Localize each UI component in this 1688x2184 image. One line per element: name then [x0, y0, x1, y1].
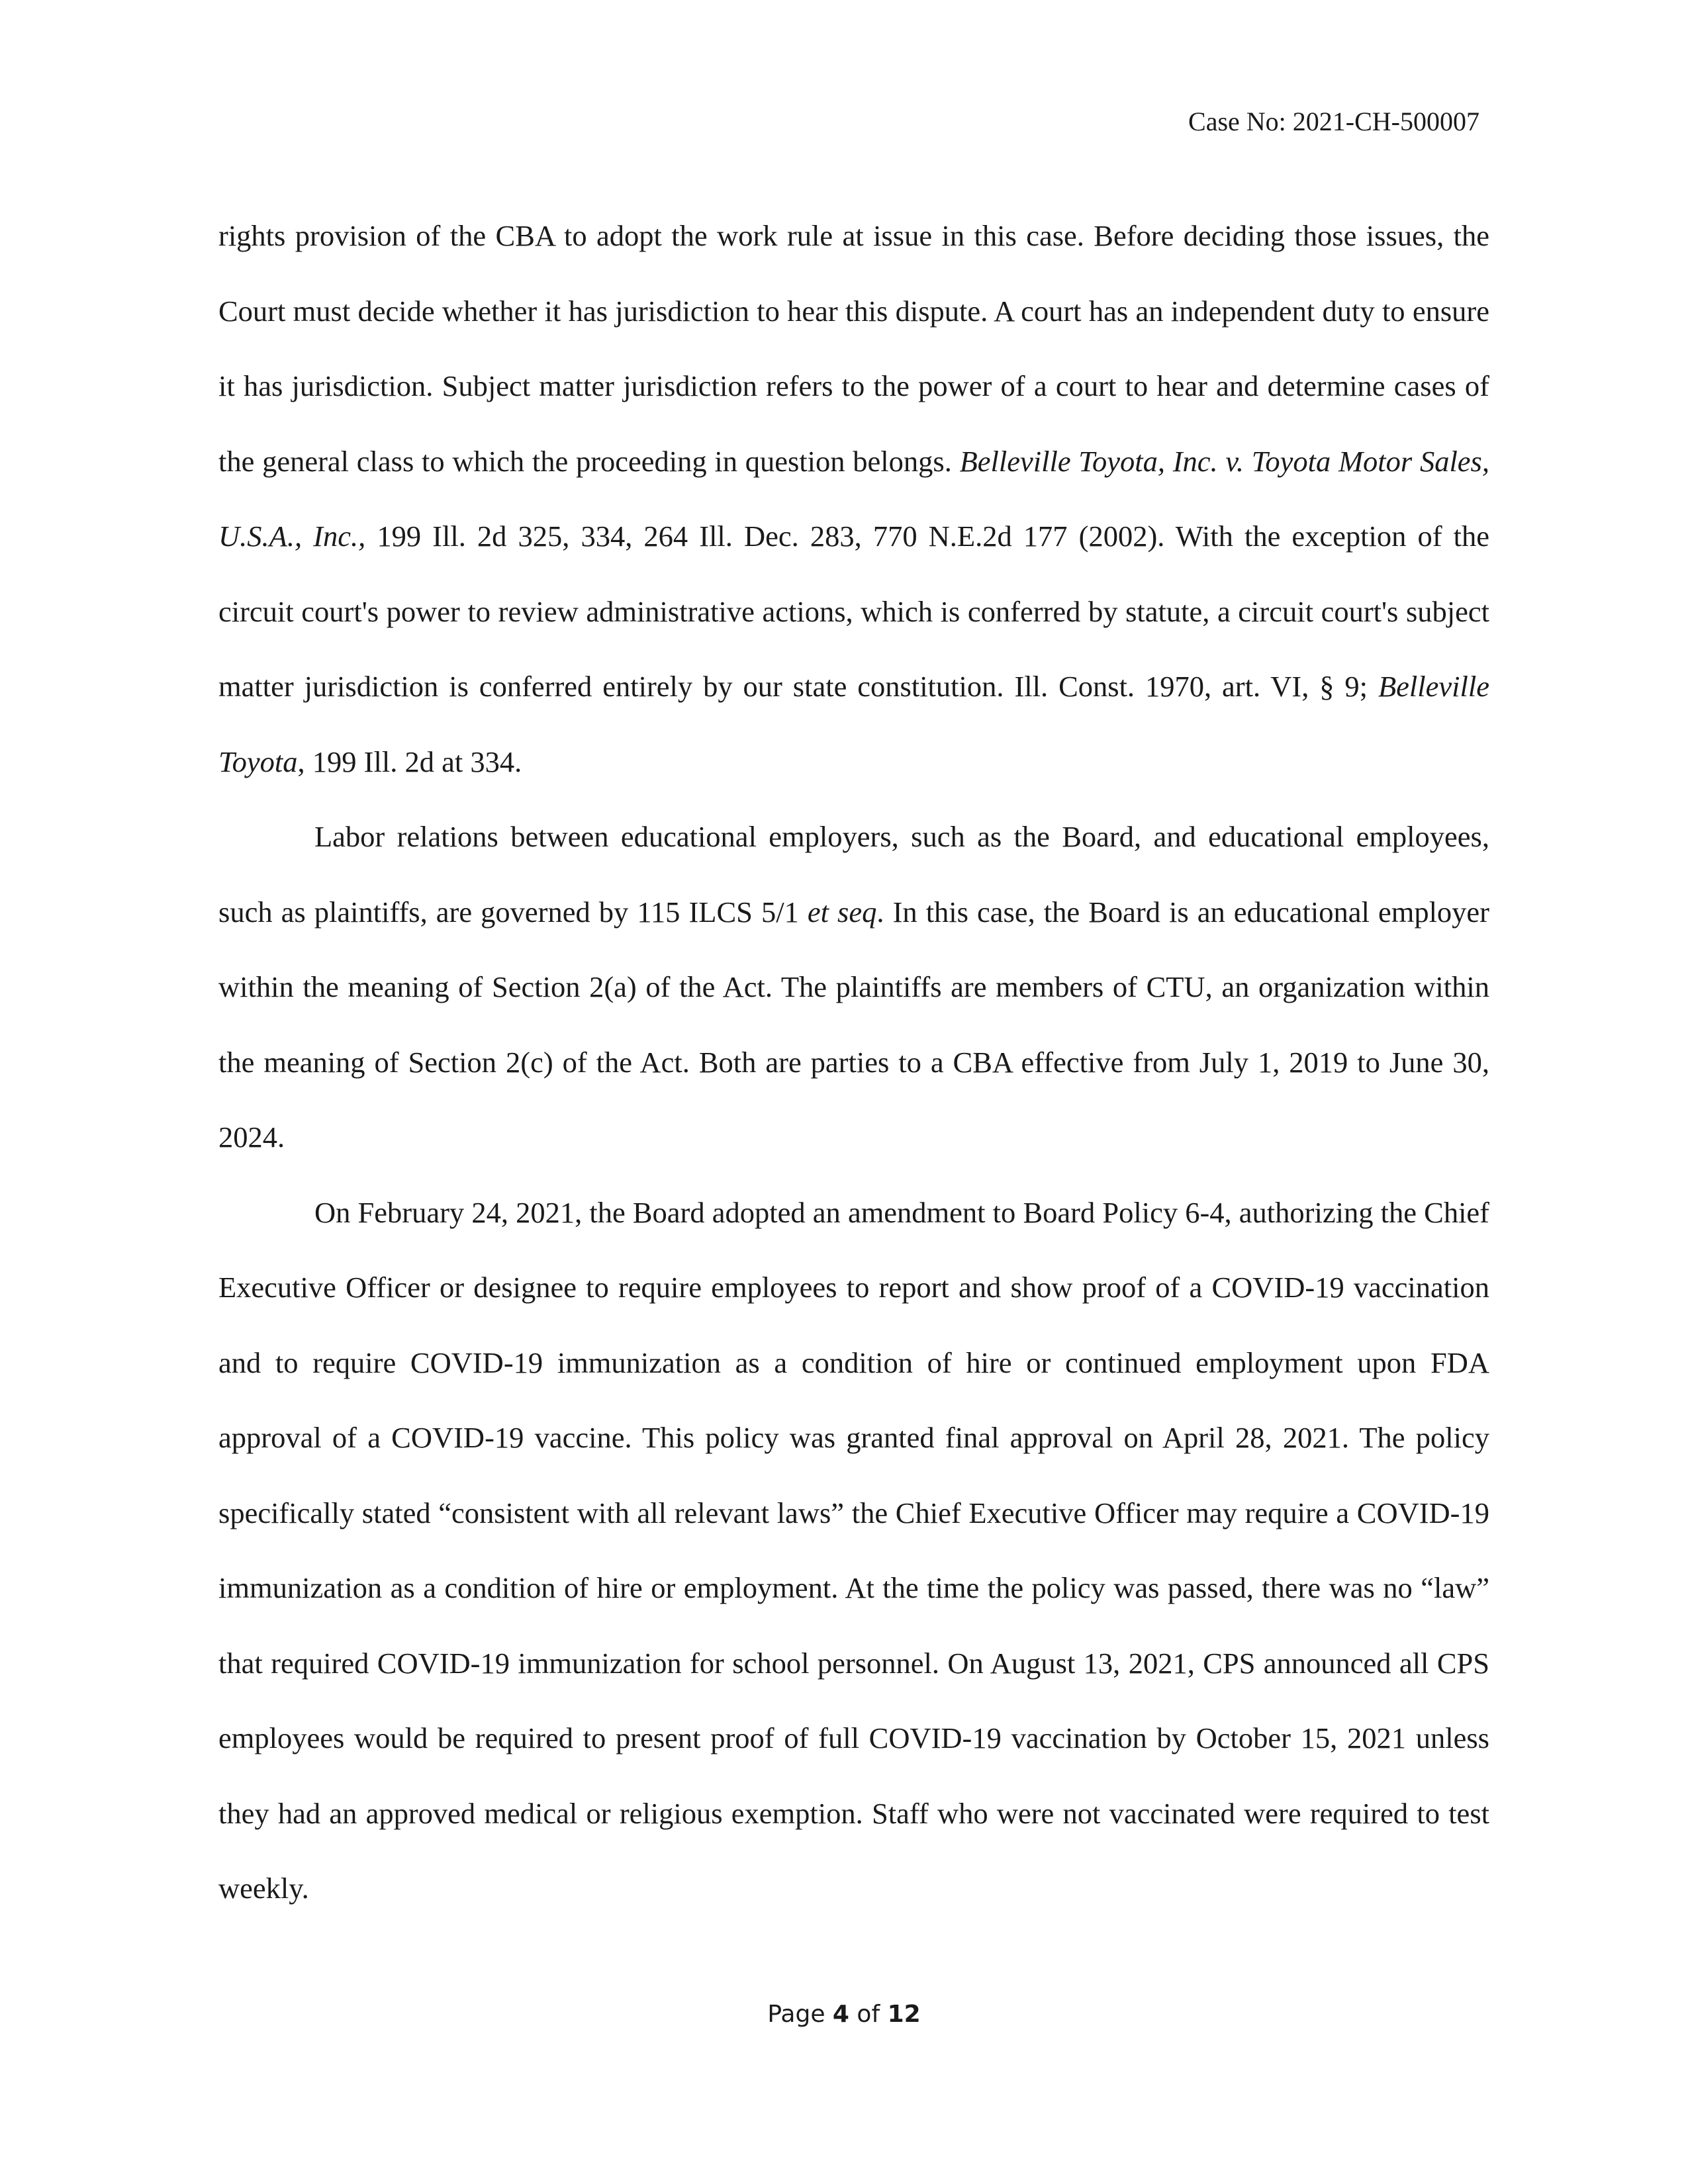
paragraph-1-text-2: 199 Ill. 2d 325, 334, 264 Ill. Dec. 283, 770 N.E.2d 177 (2002). With the exception of the circuit court's power to review administrative actions, which is conferred by statute, a circuit court's subject matter jurisdiction is conferred entirely by our state constitution. Ill. Const. 1970, art. VI, § 9;: [218, 520, 1490, 703]
paragraph-2-text-2: . In this case, the Board is an educational employer within the meaning of Section 2(a) of the Act. The plaintiffs are members of CTU, an organization within the meaning of Section 2(c) of the Act. Both are parties to a CBA effective from July 1, 2019 to June 30, 2024.: [218, 895, 1489, 1154]
document-body: [218, 199, 1489, 1927]
total-pages-number: 12: [887, 2001, 921, 2028]
case-citation-belleville: Belleville Toyota, Inc. v. Toyota Motor Sales, U.S.A., Inc.,: [218, 444, 1489, 553]
paragraph-jurisdiction: [218, 199, 1489, 799]
page-of-label: of: [849, 2001, 888, 2028]
paragraph-3-text: On February 24, 2021, the Board adopted an amendment to Board Policy 6-4, authorizing the Chief Executive Officer or designee to require employees to report and show proof of a COVID-19 vaccination and to require COVID-19 immunization as a condition of hire or continued employment upon FDA approval of a COVID-19 vaccine. This policy was granted final approval on April 28, 2021. The policy specifically stated “consistent with all relevant laws” the Chief Executive Officer may require a COVID-19 immunization as a condition of hire or employment. At the time the policy was passed, there was no “law” that required COVID-19 immunization for school personnel. On August 13, 2021, CPS announced all CPS employees would be required to present proof of full COVID-19 vaccination by October 15, 2021 unless they had an approved medical or religious exemption. Staff who were not vaccinated were required to test weekly.: [218, 1195, 1489, 1905]
current-page-number: 4: [832, 2001, 849, 2028]
paragraph-2-text-1: Labor relations between educational employers, such as the Board, and educational employees, such as plaintiffs, are governed by 115 ILCS 5/1: [218, 820, 1489, 929]
paragraph-board-policy: [218, 1175, 1489, 1927]
paragraph-1-text-1: rights provision of the CBA to adopt the work rule at issue in this case. Before deciding those issues, the Court must decide whether it has jurisdiction to hear this dispute. A court has an independent duty to ensure it has jurisdiction. Subject matter jurisdiction refers to the power of a court to hear and determine cases of the general class to which the proceeding in question belongs.: [218, 219, 1489, 478]
case-number-header: Case No: 2021-CH-500007: [1188, 107, 1479, 136]
et-seq-citation: et seq: [807, 895, 877, 929]
short-citation-belleville: Belleville Toyota: [218, 670, 1489, 778]
page-label: Page: [767, 2001, 833, 2028]
paragraph-1-text-3: , 199 Ill. 2d at 334.: [297, 745, 522, 778]
page-number-footer: [0, 2000, 1688, 2029]
paragraph-labor-relations: [218, 799, 1489, 1175]
